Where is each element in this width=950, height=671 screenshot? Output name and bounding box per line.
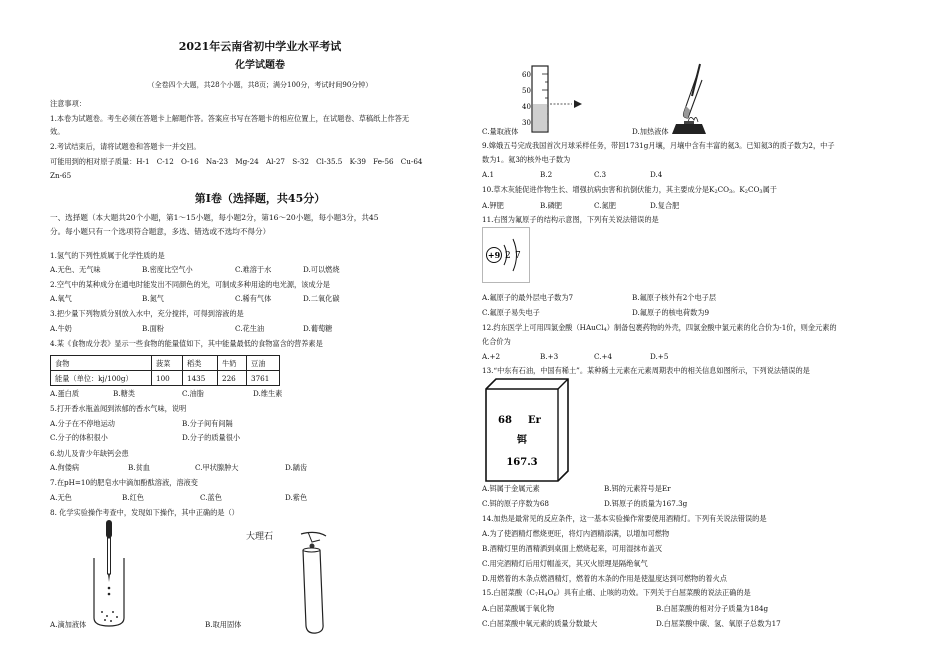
atomic-masses: 可能用到的相对原子质量：H-1 C-12 O-16 Na-23 Mg-24 Al-27 S-32 Cl-35.5 K-39 Fe-56 Cu-64 (50, 157, 423, 166)
atomic-number: 68 (498, 415, 512, 426)
option-c: C.蓝色 (200, 493, 222, 502)
table-header-cell: 稻类 (183, 356, 218, 371)
cylinder-tick: 60 (522, 71, 531, 79)
q10-text: 属于 (762, 185, 777, 194)
option-a: A.无色 (50, 493, 72, 502)
question-5: 5.打开香水瓶盖闻到浓郁的香水气味，说明 (50, 404, 187, 413)
section-heading: 第Ⅰ卷（选择题，共45分） (194, 192, 326, 205)
option-b: B.面粉 (142, 324, 164, 333)
q10-sub: 3 (759, 189, 763, 195)
question-14-option-b: B.酒精灯里的酒精洒到桌面上燃烧起来，可用湿抹布盖灭 (482, 544, 663, 553)
table-header-cell: 豆油 (247, 356, 280, 371)
option-b: B.氟原子核外有2个电子层 (632, 293, 717, 302)
question-9: 9.嫦娥五号完成我国首次月球采样任务，带回1731g月壤，月壤中含有丰富的氦3。已知氦3的质子数为2，中子 (482, 141, 835, 150)
option-a: A.蛋白质 (50, 389, 80, 398)
question-9-cont: 数为1。氦3的核外电子数为 (482, 155, 571, 164)
q15-text: O (547, 588, 554, 597)
option-c-cylinder: C.量取液体 (482, 127, 519, 136)
question-15 (482, 588, 751, 598)
q15-sub: 7 (534, 592, 539, 598)
q10-sub: 2 (714, 189, 718, 195)
option-d: D.白屈菜酸中碳、氢、氧原子总数为17 (656, 619, 781, 628)
option-d: D.二氧化碳 (303, 294, 340, 303)
option-d: D.铒原子的质量为167.3g (604, 499, 688, 508)
q15-text: H (538, 588, 545, 597)
option-c: C.分子的体积很小 (50, 433, 108, 442)
option-b: B.+3 (540, 352, 559, 361)
exam-info: （全卷四个大题，共28个小题，共8页；满分100分，考试时间90分钟） (147, 81, 373, 89)
option-c: C.氟原子易失电子 (482, 308, 540, 317)
q10-sub: 3 (729, 189, 733, 195)
option-d: D.+5 (650, 352, 669, 361)
table-row (51, 356, 280, 371)
dropper-test-tube-figure (80, 518, 140, 628)
option-a: A.铒属于金属元素 (482, 484, 540, 493)
q15-text: ）具有止痛、止咳的功效。下列关于白屈菜酸的说法正确的是 (556, 588, 751, 597)
question-13: 13.“中东有石油，中国有稀土”。某种稀土元素在元素周期表中的相关信息如图所示，下列说法错误的是 (482, 366, 810, 375)
element-symbol: Er (528, 415, 541, 426)
q15-text: 15.白屈菜酸（C (482, 588, 535, 597)
q10-sub: 2 (744, 189, 748, 195)
q10-text: 10.草木灰能促进作物生长、增强抗病虫害和抗倒伏能力，其主要成分是K (482, 185, 715, 194)
marble-label: 大理石 (246, 532, 274, 542)
option-d: D.可以燃烧 (303, 265, 340, 274)
option-d: D.氟原子的核电荷数为9 (632, 308, 710, 317)
option-a: A.白屈菜酸属于氧化物 (482, 604, 555, 613)
question-4: 4.某《食物成分表》显示一些食物的能量值如下，其中能量最低的食物富含的营养素是 (50, 339, 323, 348)
option-c: C.3 (594, 170, 607, 179)
option-b: B.2 (540, 170, 553, 179)
notice-1: 1.本卷为试题卷。考生必须在答题卡上解题作答。答案应书写在答题卡的相应位置上，在试题卷、草稿纸上作答无 (50, 114, 410, 123)
table-header-cell: 菠菜 (152, 356, 183, 371)
option-a: A.1 (482, 170, 495, 179)
notice-1-cont: 效。 (50, 127, 65, 136)
option-d-heating: D.加热液体 (632, 127, 669, 136)
option-b: B.糖类 (113, 389, 135, 398)
option-d: D.维生素 (253, 389, 283, 398)
table-header-cell: 牛奶 (218, 356, 247, 371)
question-8: 8. 化学实验操作考查中，发现如下操作，其中正确的是（） (50, 508, 239, 517)
option-c: C.难溶于水 (235, 265, 272, 274)
question-14: 14.加热是最常见的反应条件，这一基本实验操作常要使用酒精灯。下列有关说法错误的是 (482, 514, 767, 523)
cylinder-tick: 40 (522, 103, 531, 111)
q12-text: 12.约东医学上可用四氯金酸（HAuCl (482, 323, 604, 332)
question-10 (482, 185, 777, 195)
q15-sub: 6 (553, 592, 557, 598)
option-b: B.氮气 (142, 294, 164, 303)
table-cell: 能量（单位：kj/100g） (51, 371, 152, 386)
marble-test-tube-figure (246, 526, 346, 636)
question-3: 3.把少量下列物质分别放入水中，充分搅拌，可得到溶液的是 (50, 309, 244, 318)
exam-title: 2021年云南省初中学业水平考试 (178, 40, 342, 53)
notice-2: 2.考试结束后，请将试题卷和答题卡一并交回。 (50, 142, 201, 151)
table-row (51, 371, 280, 386)
option-b: B.分子间有间隔 (182, 419, 233, 428)
shell-electrons: 2 (505, 251, 511, 261)
table-header-cell: 食物 (51, 356, 152, 371)
atomic-mass: 167.3 (506, 457, 538, 468)
question-1: 1.氢气的下列性质属于化学性质的是 (50, 251, 165, 260)
option-d: D.分子的质量很小 (182, 433, 241, 442)
question-14-option-a: A.为了使酒精灯燃烧更旺，将灯内酒精添满，以增加可燃物 (482, 529, 670, 538)
option-c: C.铒的原子序数为68 (482, 499, 549, 508)
cylinder-tick: 30 (522, 119, 531, 127)
option-a: A.+2 (482, 352, 501, 361)
question-7: 7.在pH=10的肥皂水中滴加酚酞溶液，溶液变 (50, 478, 198, 487)
q12-text: ）制备包裹药物的外壳，四氯金酸中氯元素的化合价为-1价，则金元素的 (606, 323, 837, 332)
option-c: C.白屈菜酸中氧元素的质量分数最大 (482, 619, 598, 628)
table-cell: 1435 (183, 371, 218, 386)
q12-sub: 4 (603, 327, 607, 333)
option-c: C.稀有气体 (235, 294, 272, 303)
option-b: B.红色 (122, 493, 144, 502)
table-cell: 100 (152, 371, 183, 386)
atomic-masses-cont: Zn-65 (50, 171, 72, 180)
question-11: 11.右图为氟原子的结构示意图，下列有关说法错误的是 (482, 215, 659, 224)
option-a: A.钾肥 (482, 201, 504, 210)
option-a-dropper: A.滴加液体 (50, 620, 87, 629)
q10-text: 。K (732, 185, 745, 194)
option-a: A.牛奶 (50, 324, 72, 333)
question-12 (482, 323, 837, 333)
option-d: D.葡萄糖 (303, 324, 333, 333)
option-b: B.密度比空气小 (142, 265, 193, 274)
eye-icon (574, 100, 582, 108)
option-d: D.4 (650, 170, 663, 179)
heating-test-tube-figure (662, 60, 732, 136)
fluorine-atom-diagram (482, 227, 530, 283)
option-b-marble: B.取用固体 (205, 620, 242, 629)
option-a: A.氟原子的最外层电子数为7 (482, 293, 574, 302)
option-b: B.白屈菜酸的相对分子质量为184g (656, 604, 769, 613)
section-intro: 一、选择题（本大题共20个小题，第1～15小题，每小题2分，第16～20小题，每小题3分，共45 (50, 213, 379, 222)
q10-text: CO (747, 185, 760, 194)
option-a: A.佝偻病 (50, 463, 80, 472)
section-intro-cont: 分。每小题只有一个选项符合题意，多选、错选或不选均不得分） (50, 227, 271, 236)
option-a: A.无色、无气味 (50, 265, 101, 274)
measuring-cylinder-figure (522, 64, 592, 134)
question-12-cont: 化合价为 (482, 337, 511, 346)
option-b: B.磷肥 (540, 201, 562, 210)
question-14-option-d: D.用燃着的木条点燃酒精灯，燃着的木条的作用是使温度达到可燃物的着火点 (482, 574, 727, 583)
option-d: D.紫色 (285, 493, 308, 502)
question-6: 6.幼儿及青少年缺钙会患 (50, 449, 129, 458)
q15-sub: 4 (544, 592, 548, 598)
option-c: C.甲状腺肿大 (195, 463, 239, 472)
option-c: C.+4 (594, 352, 613, 361)
table-cell: 3761 (247, 371, 280, 386)
exam-subtitle: 化学试题卷 (235, 60, 285, 71)
option-c: C.油脂 (182, 389, 204, 398)
food-energy-table (50, 355, 280, 386)
table-cell: 226 (218, 371, 247, 386)
q10-text: CO (717, 185, 730, 194)
nucleus-charge: +9 (487, 250, 501, 260)
option-a: A.氧气 (50, 294, 72, 303)
option-d: D.复合肥 (650, 201, 680, 210)
option-a: A.分子在不停地运动 (50, 419, 115, 428)
notice-title: 注意事项： (50, 99, 86, 108)
option-d: D.龋齿 (285, 463, 308, 472)
cylinder-tick: 50 (522, 87, 531, 95)
option-c: C.氮肥 (594, 201, 616, 210)
option-b: B.贫血 (128, 463, 150, 472)
element-name: 铒 (517, 435, 527, 446)
question-14-option-c: C.用完酒精灯后用灯帽盖灭，其灭火原理是隔绝氧气 (482, 559, 648, 568)
question-2: 2.空气中的某种成分在通电时能发出不同颜色的光，可制成多种用途的电光源，该成分是 (50, 280, 330, 289)
shell-electrons: 7 (515, 251, 521, 261)
option-b: B.铒的元素符号是Er (604, 484, 671, 493)
erbium-element-tile (484, 377, 570, 487)
option-c: C.花生油 (235, 324, 265, 333)
